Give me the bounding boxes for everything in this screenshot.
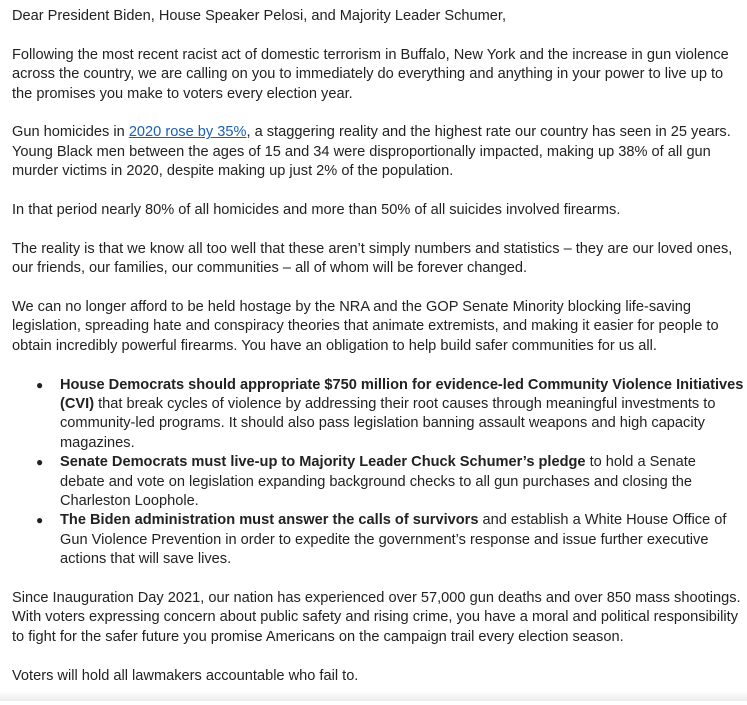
paragraph-gun-homicides [12, 123, 744, 181]
demand-heading: Senate Democrats must live-up to Majority Leader Chuck Schumer’s pledge [60, 454, 586, 471]
bullet-icon: ● [36, 513, 44, 528]
list-item [36, 376, 744, 454]
demands-list [12, 376, 744, 570]
paragraph-obligation: We can no longer afford to be held hostage by the NRA and the GOP Senate Minority blocking life-saving legislation, spreading hate and conspiracy theories that animate extremists, and making it easier for people to obtain incredibly powerful firearms. You have an obligation to help build safer communities for us all. [12, 299, 719, 354]
paragraph-firearm-share: In that period nearly 80% of all homicides and more than 50% of all suicides involved firearms. [12, 202, 621, 219]
demand-heading: House Democrats should appropriate $750 million for evidence-led Community Violence Initiatives (CVI) [60, 376, 744, 413]
statistic-link[interactable]: 2020 rose by 35% [128, 124, 247, 141]
demand-text: that break cycles of violence by addressing their root causes through meaningful investments to community-led programs. It should also pass legislation banning assault weapons and high capacity magazines. [60, 396, 716, 451]
paragraph-closing: Voters will hold all lawmakers accountable who fail to. [12, 667, 359, 684]
paragraph-gun-homicides-rest: , a staggering reality and the highest rate our country has seen in 25 years. Young Black men between the ages of 15 and 34 were disproportionally impacted, making up 38% of all gun murder victims in 2020, despite making up just 2% of the population. [12, 124, 731, 180]
paragraph-gun-homicides-intro: Gun homicides in [12, 124, 129, 141]
paragraph-reality: The reality is that we know all too well that these aren’t simply numbers and statistics – they are our loved ones, our friends, our families, our communities – all of whom will be forever changed. [12, 240, 733, 277]
greeting: Dear President Biden, House Speaker Pelosi, and Majority Leader Schumer, [12, 8, 507, 24]
demand-text: to hold a Senate debate and vote on legislation expanding background checks to all gun purchases and closing the Charleston Loophole. [60, 454, 696, 510]
paragraph-call-to-action: Following the most recent racist act of domestic terrorism in Buffalo, New York and the increase in gun violence across the country, we are calling on you to immediately do everything and anything in your power to live up to the promises you make to voters every election year. [12, 46, 729, 102]
bottom-fade [0, 691, 747, 701]
bullet-icon: ● [36, 377, 44, 392]
demand-text: and establish a White House Office of Gun Violence Prevention in order to expedite the government’s response and issue further executive actions that will save lives. [60, 512, 727, 568]
paragraph-since-inauguration: Since Inauguration Day 2021, our nation has experienced over 57,000 gun deaths and over 850 mass shootings. With voters expressing concern about public safety and rising crime, you have a moral and political responsibility to fight for the safer future you promise Americans on the campaign trail every election season. [12, 590, 741, 645]
list-item [36, 511, 744, 569]
letter-body [12, 7, 744, 705]
demand-heading: The Biden administration must answer the calls of survivors [60, 512, 479, 529]
bullet-icon: ● [36, 455, 44, 470]
list-item [36, 453, 744, 511]
